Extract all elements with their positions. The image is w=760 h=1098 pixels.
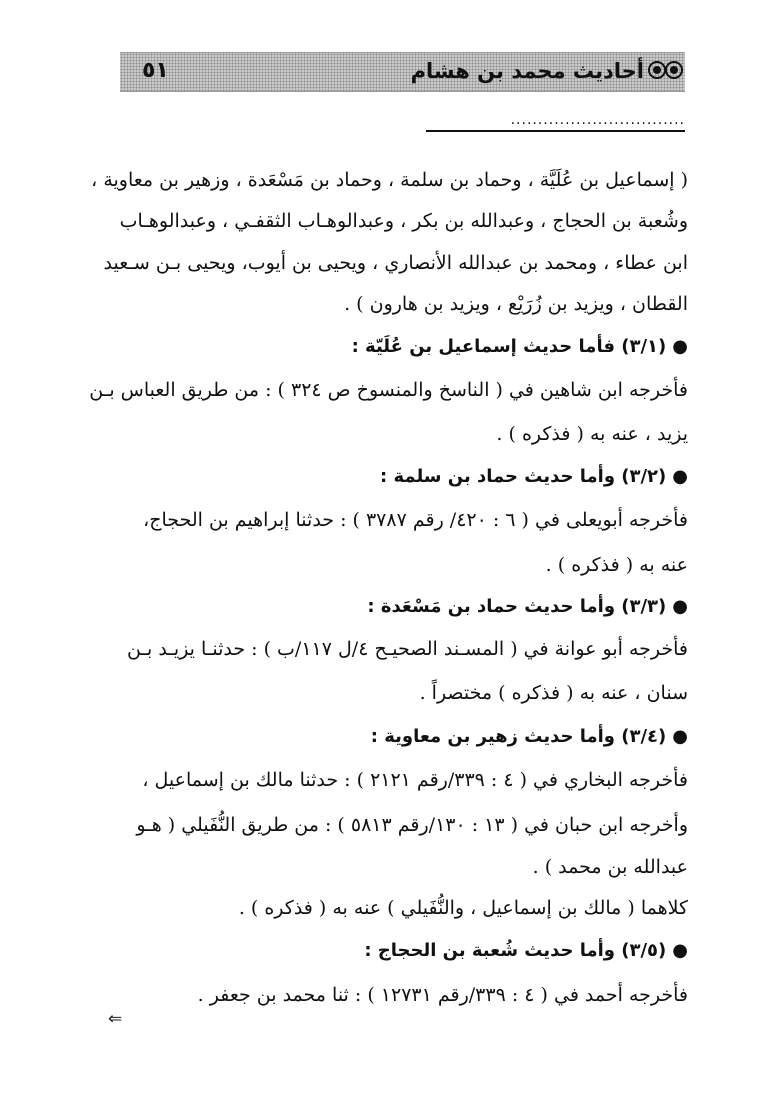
section-heading-label: (٣/١) فأما حديث إسماعيل بن عُلَيّة :	[351, 336, 667, 357]
running-title: أحاديث محمد بن هشام	[410, 59, 644, 83]
section-heading	[70, 592, 688, 622]
text-line: كلاهما ( مالك بن إسماعيل ، والنُّفَيلي ) عنه به ( فذكره ) .	[238, 897, 688, 919]
section-heading	[70, 462, 688, 492]
text-line: فأخرجه أحمد في ( ٤ : ٣٣٩/رقم ١٢٧٣١ ) : ثنا محمد بن جعفر .	[197, 984, 688, 1006]
text-line: فأخرجه أبو عوانة في ( المسـند الصحيـح ٤/ل ١١٧/ب ) : حدثنـا يزيـد بـن	[127, 638, 688, 660]
section-heading-label: (٣/٢) وأما حديث حماد بن سلمة :	[380, 466, 667, 487]
header-rule	[426, 130, 685, 132]
text-line: ابن عطاء ، ومحمد بن عبدالله الأنصاري ، ويحيى بن أيوب، ويحيى بـن سـعيد	[103, 252, 688, 274]
section-heading-label: (٣/٣) وأما حديث حماد بن مَسْعَدة :	[367, 596, 667, 617]
page-number: ٥١	[142, 58, 169, 83]
text-line: ( إسماعيل بن عُلَيَّة ، وحماد بن سلمة ، وحماد بن مَسْعَدة ، وزهير بن معاوية ،	[91, 169, 688, 191]
text-line: فأخرجه ابن شاهين في ( الناسخ والمنسوخ ص ٣٢٤ ) : من طريق العباس بـن	[89, 379, 688, 401]
section-heading	[70, 332, 688, 362]
dotted-rule: ................................	[510, 112, 685, 128]
bullet-icon: ●	[672, 940, 688, 961]
bullet-icon: ●	[672, 466, 688, 487]
continuation-arrow-icon: ⇐	[108, 1009, 123, 1029]
text-line: عنه به ( فذكره ) .	[545, 554, 688, 576]
text-line: يزيد ، عنه به ( فذكره ) .	[496, 423, 688, 445]
text-line: وشُعبة بن الحجاج ، وعبدالله بن بكر ، وعبدالوهـاب الثقفـي ، وعبدالوهـاب	[119, 210, 688, 232]
text-line: فأخرجه البخاري في ( ٤ : ٣٣٩/رقم ٢١٢١ ) : حدثنا مالك بن إسماعيل ،	[142, 769, 688, 791]
text-line: القطان ، ويزيد بن زُرَيْع ، ويزيد بن هارون ) .	[344, 293, 688, 315]
section-heading-label: (٣/٥) وأما حديث شُعبة بن الحجاج :	[364, 940, 667, 961]
text-line: وأخرجه ابن حبان في ( ١٣ : ١٣٠/رقم ٥٨١٣ ) : من طريق النُّفَيلي ( هـو	[136, 814, 688, 836]
bullet-icon: ●	[672, 596, 688, 617]
text-line: فأخرجه أبويعلى في ( ٦ : ٤٢٠/ رقم ٣٧٨٧ ) : حدثنا إبراهيم بن الحجاج،	[143, 509, 688, 531]
section-heading	[70, 722, 688, 752]
text-line: سنان ، عنه به ( فذكره ) مختصراً .	[419, 682, 688, 704]
section-heading	[70, 936, 688, 966]
double-circle-ornament-icon	[647, 58, 685, 82]
bullet-icon: ●	[672, 726, 688, 747]
bullet-icon: ●	[672, 336, 688, 357]
section-heading-label: (٣/٤) وأما حديث زهير بن معاوية :	[370, 726, 667, 747]
text-line: عبدالله بن محمد ) .	[532, 856, 688, 878]
